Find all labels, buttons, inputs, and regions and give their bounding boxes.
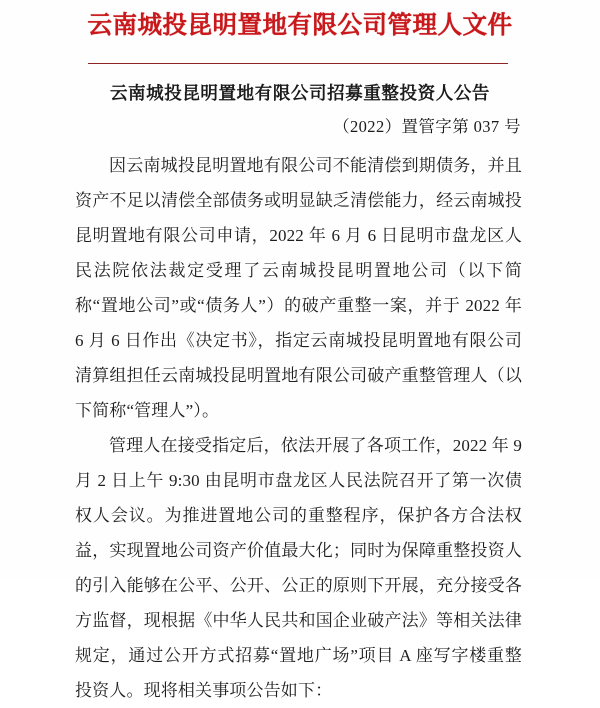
letterhead-divider-rule — [88, 63, 508, 64]
letterhead — [0, 12, 600, 40]
document-number: （2022）置管字第 037 号 — [333, 117, 521, 136]
document-body — [75, 148, 522, 708]
letterhead-title: 云南城投昆明置地有限公司管理人文件 — [87, 12, 513, 39]
body-paragraph: 因云南城投昆明置地有限公司不能清偿到期债务，并且资产不足以清偿全部债务或明显缺乏清偿能力，经云南城投昆明置地有限公司申请，2022 年 6 月 6 日昆明市盘龙区人民法院依法裁定受理了云南城投昆明置地公司（以下简称“置地公司”或“债务人”）的破产重整一案，并于 2022 年 6 月 6 日作出《决定书》，指定云南城投昆明置地有限公司清算组担任云南城投昆明置地有限公司破产重整管理人（以下简称“管理人”）。 — [75, 156, 522, 420]
document-subtitle: 云南城投昆明置地有限公司招募重整投资人公告 — [109, 83, 491, 103]
body-paragraph: 管理人在接受指定后，依法开展了各项工作，2022 年 9 月 2 日上午 9:30 由昆明市盘龙区人民法院召开了第一次债权人会议。为推进置地公司的重整程序，保护各方合法权益，实现置地公司资产价值最大化；同时为保障重整投资人的引入能够在公平、公开、公正的原则下开展，充分接受各方监督，现根据《中华人民共和国企业破产法》等相关法律规定，通过公开方式招募“置地广场”项目 A 座写字楼重整投资人。现将相关事项公告如下： — [75, 436, 522, 700]
